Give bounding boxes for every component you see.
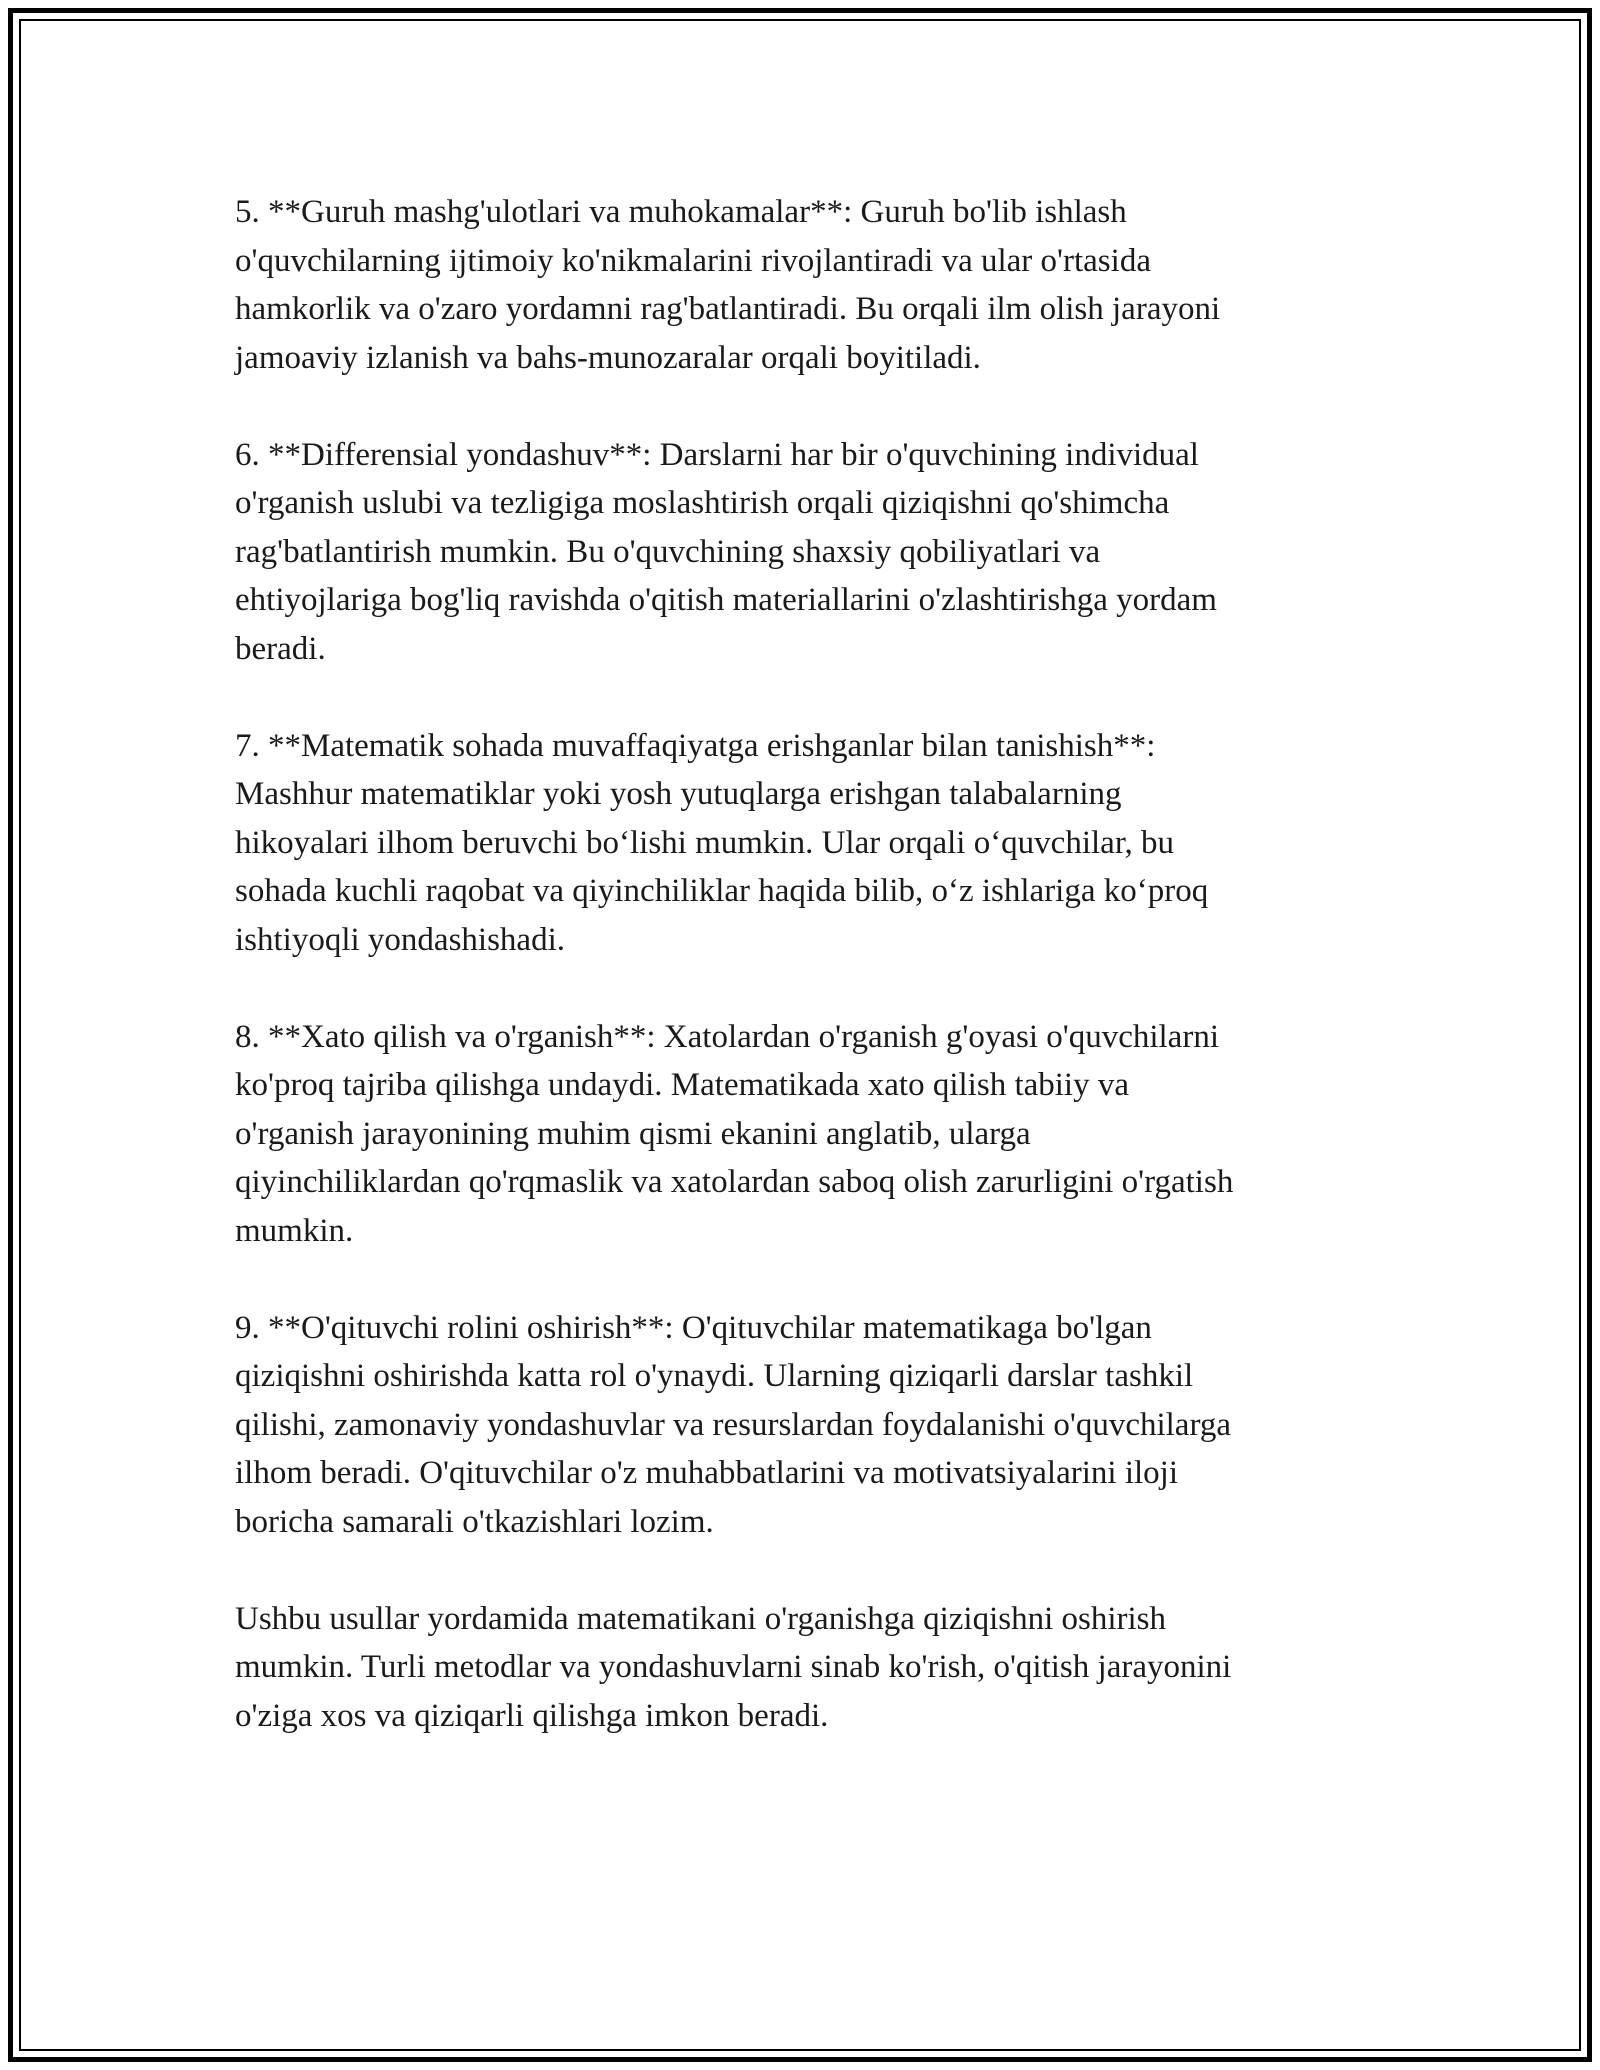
text-line: 9. **O'qituvchi rolini oshirish**: O'qituvchilar matematikaga bo'lgan [235,1309,1152,1346]
text-line: qiziqishni oshirishda katta rol o'ynaydi. Ularning qiziqarli darslar tashkil [235,1358,1194,1394]
paragraph-group-work [235,188,1365,382]
text-line: ishtiyoqli yondashishadi. [235,921,565,958]
text-line: hikoyalari ilhom beruvchi bo‘lishi mumkin. Ular orqali o‘quvchilar, bu [235,824,1174,861]
text-line: 7. **Matematik sohada muvaffaqiyatga erishganlar bilan tanishish**: [235,727,1156,764]
text-line: o'quvchilarning ijtimoiy ko'nikmalarini rivojlantiradi va ular o'rtasida [235,242,1151,279]
text-line: ilhom beradi. O'qituvchilar o'z muhabbatlarini va motivatsiyalarini iloji [235,1455,1178,1491]
text-line: 8. **Xato qilish va o'rganish**: Xatolardan o'rganish g'oyasi o'quvchilarni [235,1018,1219,1055]
paragraph-math-success-stories [235,722,1365,965]
text-line: ehtiyojlariga bog'liq ravishda o'qitish materiallarini o'zlashtirishga yordam [235,582,1217,618]
paragraph-learning-from-mistakes [235,1013,1365,1256]
text-line: sohada kuchli raqobat va qiyinchiliklar haqida bilib, o‘z ishlariga ko‘proq [235,873,1209,909]
document-body [235,188,1365,1789]
text-line: mumkin. Turli metodlar va yondashuvlarni sinab ko'rish, o'qitish jarayonini [235,1649,1232,1685]
text-line: 5. **Guruh mashg'ulotlari va muhokamalar**: Guruh bo'lib ishlash [235,194,1127,230]
text-line: boricha samarali o'tkazishlari lozim. [235,1503,714,1540]
text-line: o'rganish jarayonining muhim qismi ekanini anglatib, ularga [235,1115,1031,1152]
text-line: beradi. [235,630,326,667]
text-line: Ushbu usullar yordamida matematikani o'rganishga qiziqishni oshirish [235,1600,1167,1637]
paragraph-teacher-role [235,1304,1365,1547]
text-line: 6. **Differensial yondashuv**: Darslarni har bir o'quvchining individual [235,436,1199,473]
text-line: mumkin. [235,1212,354,1249]
text-line: o'ziga xos va qiziqarli qilishga imkon beradi. [235,1697,829,1734]
paragraph-conclusion [235,1595,1365,1741]
text-line: qilishi, zamonaviy yondashuvlar va resurslardan foydalanishi o'quvchilarga [235,1406,1231,1443]
text-line: qiyinchiliklardan qo'rqmaslik va xatolardan saboq olish zarurligini o'rgatish [235,1164,1234,1200]
paragraph-differential-approach [235,431,1365,674]
text-line: hamkorlik va o'zaro yordamni rag'batlantiradi. Bu orqali ilm olish jarayoni [235,291,1221,327]
text-line: rag'batlantirish mumkin. Bu o'quvchining shaxsiy qobiliyatlari va [235,533,1101,570]
text-line: jamoaviy izlanish va bahs-munozaralar orqali boyitiladi. [235,339,981,376]
text-line: Mashhur matematiklar yoki yosh yutuqlarga erishgan talabalarning [235,776,1122,812]
text-line: o'rganish uslubi va tezligiga moslashtirish orqali qiziqishni qo'shimcha [235,485,1170,521]
text-line: ko'proq tajriba qilishga undaydi. Matematikada xato qilish tabiiy va [235,1067,1129,1103]
